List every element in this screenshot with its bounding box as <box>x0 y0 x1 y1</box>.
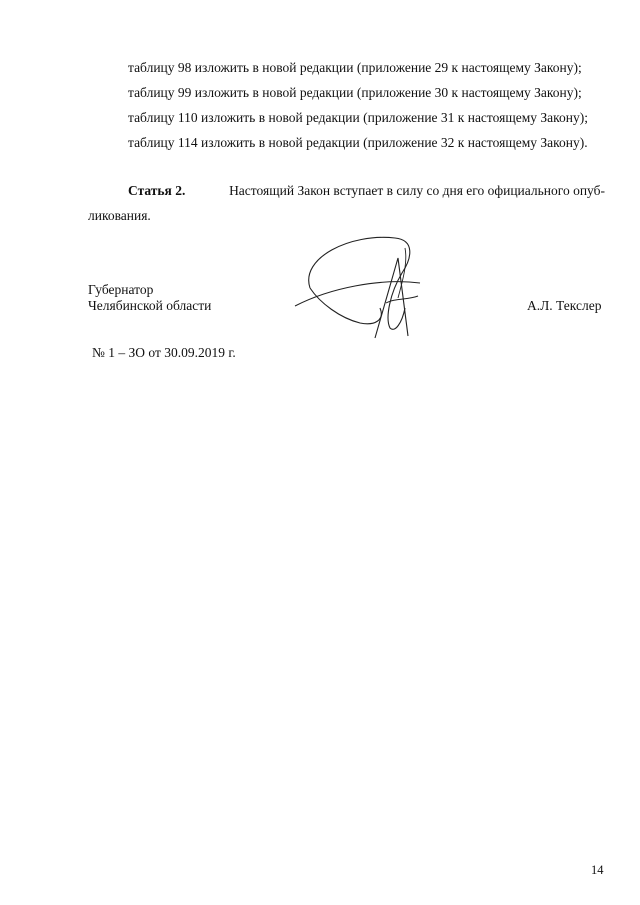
page-number: 14 <box>591 863 604 877</box>
amendment-line: таблицу 110 изложить в новой редакции (приложение 31 к настоящему Закону); <box>128 110 589 125</box>
article-text-part2: ликования. <box>88 208 151 223</box>
article-2 <box>88 178 605 228</box>
law-number: № 1 – ЗО от 30.09.2019 г. <box>92 345 236 360</box>
amendment-line: таблицу 99 изложить в новой редакции (приложение 30 к настоящему Закону); <box>128 85 582 100</box>
governor-title: Губернатор <box>88 282 154 297</box>
article-2-first-line <box>88 178 605 203</box>
handwritten-signature <box>290 228 430 343</box>
amendment-line: таблицу 114 изложить в новой редакции (приложение 32 к настоящему Закону). <box>128 135 588 150</box>
governor-region: Челябинской области <box>88 298 212 313</box>
amendment-line: таблицу 98 изложить в новой редакции (приложение 29 к настоящему Закону); <box>128 60 582 75</box>
article-label: Статья 2. <box>128 183 186 198</box>
article-text-part1: Настоящий Закон вступает в силу со дня его официального опуб- <box>229 183 605 198</box>
governor-name: А.Л. Текслер <box>527 298 602 313</box>
